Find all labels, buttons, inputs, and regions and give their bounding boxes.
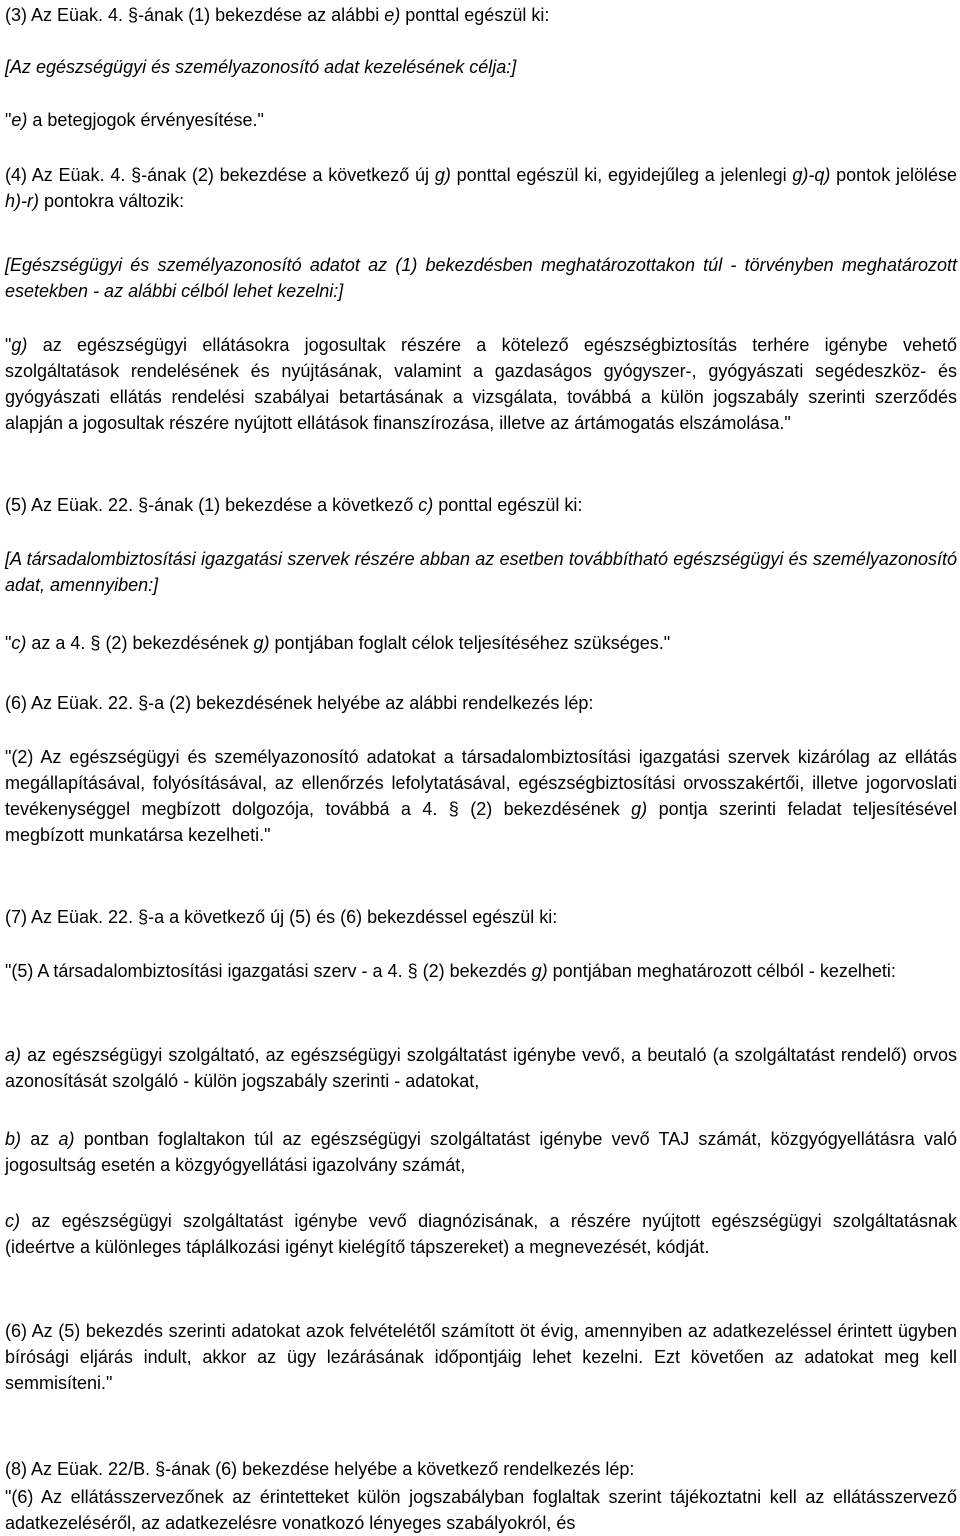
text-segment: pontban foglaltakon túl az egészségügyi szolgáltatást igénybe vevő TAJ számát, közgyógyellátásra való jogosultság esetén a közgyógyellátási igazolvány számát, (5, 1129, 958, 1175)
text-segment: "(6) Az ellátásszervezőnek az érintetteket külön jogszabályban foglaltak szerint tájékoztatni kell az ellátásszervező adatkezeléséről, az adatkezelésre vonatkozó lényeges szabályokról, és (5, 1487, 957, 1533)
paragraph-p18 (5, 1456, 957, 1482)
paragraph-p2 (5, 54, 957, 80)
text-segment: az egészségügyi szolgáltató, az egészségügyi szolgáltatást igénybe vevő, a beutaló (a szolgáltatást rendelő) orvos azonosítását szolgáló - külön jogszabály szerinti - adatokat, (5, 1045, 957, 1091)
text-segment: (5) Az Eüak. 22. §-ának (1) bekezdése a következő (5, 495, 419, 515)
paragraph-p11 (5, 744, 957, 848)
paragraph-p12 (5, 904, 957, 930)
text-segment: "(2) Az egészségügyi és személyazonosító adatokat a társadalombiztosítási igazgatási szervek kizárólag az ellátás megállapításával, folyósításával, az ellenőrzés lefolytatásával, egészségbiztosítási orvosszakértői, illetve jogorvoslati tevékenységgel megbízott dolgozója, továbbá a 4. § (2) bekezdésének (5, 747, 957, 819)
text-segment: c) (5, 1211, 20, 1231)
text-segment: a) (5, 1045, 22, 1065)
paragraph-p7 (5, 492, 957, 518)
paragraph-p3 (5, 107, 957, 133)
text-segment: (7) Az Eüak. 22. §-a a következő új (5) és (6) bekezdéssel egészül ki: (5, 907, 558, 927)
paragraph-p14 (5, 1042, 957, 1094)
text-segment: ponttal egészül ki: (433, 495, 583, 515)
paragraph-p19 (5, 1484, 957, 1536)
text-segment: ponttal egészül ki: (400, 5, 550, 25)
text-segment: pontjában foglalt célok teljesítéséhez szükséges." (269, 633, 671, 653)
text-segment: (6) Az (5) bekezdés szerinti adatokat azok felvételétől számított öt évig, amennyiben az adatkezeléssel érintett ügyben bírósági eljárás indult, akkor az ügy lezárásának időpontjáig lehet kezelni. Ezt követően az adatokat meg kell semmisíteni." (5, 1321, 957, 1393)
text-segment: [A társadalombiztosítási igazgatási szervek részére abban az esetben továbbítható egészségügyi és személyazonosító adat, amennyiben:] (5, 549, 957, 595)
text-segment: g)-q) (792, 165, 831, 185)
text-segment: a) (58, 1129, 75, 1149)
text-segment: az a 4. § (2) bekezdésének (26, 633, 254, 653)
text-segment: g) (11, 335, 28, 355)
text-segment: az (21, 1129, 59, 1149)
text-segment: pontokra változik: (39, 191, 185, 211)
text-segment: (8) Az Eüak. 22/B. §-ának (6) bekezdése helyébe a következő rendelkezés lép: (5, 1459, 635, 1479)
paragraph-p16 (5, 1208, 957, 1260)
paragraph-p5 (5, 252, 957, 304)
text-segment: g) (631, 799, 648, 819)
text-segment: b) (5, 1129, 22, 1149)
text-segment: e) (11, 110, 28, 130)
text-segment: az egészségügyi szolgáltatást igénybe vevő diagnózisának, a részére nyújtott egészségügyi szolgáltatásnak (ideértve a különleges táplálkozási igényt kielégítő tápszereket) a megnevezését, kódját. (5, 1211, 957, 1257)
paragraph-p15 (5, 1126, 957, 1178)
text-segment: az egészségügyi ellátásokra jogosultak részére a kötelező egészségbiztosítás terhére igénybe vehető szolgáltatások rendelésének és nyújtásának, valamint a gazdaságos gyógyszer-, gyógyászati segédeszköz- és gyógyászati ellátás rendelési szabályai betartásának a vizsgálata, továbbá a külön jogszabály szerinti szerződés alapján a jogosultak részére nyújtott ellátások finanszírozása, illetve az ártámogatás elszámolása." (5, 335, 957, 433)
text-segment: c) (418, 495, 434, 515)
text-segment: pontok jelölése (830, 165, 957, 185)
text-segment: " (5, 335, 12, 355)
paragraph-p6 (5, 332, 957, 436)
paragraph-p1 (5, 2, 957, 28)
text-segment: g) (531, 961, 548, 981)
text-segment: "(5) A társadalombiztosítási igazgatási szerv - a 4. § (2) bekezdés (5, 961, 532, 981)
text-segment: (6) Az Eüak. 22. §-a (2) bekezdésének helyébe az alábbi rendelkezés lép: (5, 693, 594, 713)
paragraph-p17 (5, 1318, 957, 1396)
text-segment: ponttal egészül ki, egyidejűleg a jelenlegi (450, 165, 793, 185)
text-segment: pontjában meghatározott célból - kezelheti: (547, 961, 896, 981)
text-segment: g) (253, 633, 270, 653)
text-segment: c) (11, 633, 27, 653)
text-segment: (3) Az Eüak. 4. §-ának (1) bekezdése az alábbi (5, 5, 385, 25)
text-segment: (4) Az Eüak. 4. §-ának (2) bekezdése a következő új (5, 165, 435, 185)
text-segment: g) (434, 165, 451, 185)
text-segment: [Egészségügyi és személyazonosító adatot az (1) bekezdésben meghatározottakon túl - törvényben meghatározott esetekben - az alábbi célból lehet kezelni:] (5, 255, 957, 301)
paragraph-p9 (5, 630, 957, 656)
text-segment: " (5, 633, 12, 653)
paragraph-p13 (5, 958, 957, 984)
paragraph-p4 (5, 162, 957, 214)
text-segment: a betegjogok érvényesítése." (27, 110, 264, 130)
text-segment: h)-r) (5, 191, 39, 211)
text-segment: pontja szerinti feladat teljesítésével megbízott munkatársa kezelheti." (5, 799, 957, 845)
paragraph-p10 (5, 690, 957, 716)
text-segment: [Az egészségügyi és személyazonosító adat kezelésének célja:] (5, 57, 517, 77)
paragraph-p8 (5, 546, 957, 598)
text-segment: e) (384, 5, 401, 25)
text-segment: " (5, 110, 12, 130)
